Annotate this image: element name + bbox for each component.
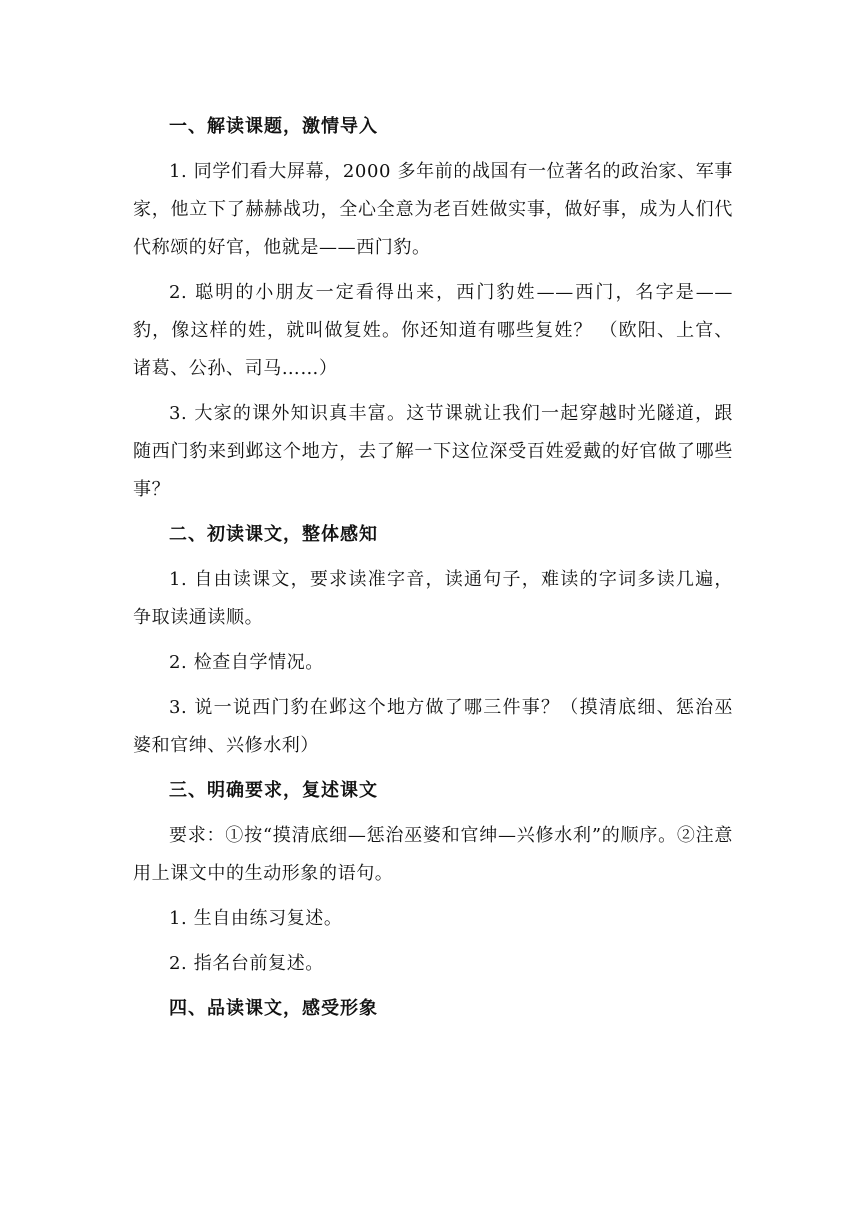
document-body xyxy=(133,108,733,1035)
section-heading-3: 三、明确要求，复述课文 xyxy=(169,780,378,801)
paragraph-3-2: 2. 指名台前复述。 xyxy=(169,953,324,974)
paragraph-1-2: 2. 聪明的小朋友一定看得出来，西门豹姓——西门，名字是——豹，像这样的姓，就叫做复姓。你还知道有哪些复姓？ （欧阳、上官、诸葛、公孙、司马……） xyxy=(133,282,733,379)
section-heading-2: 二、初读课文，整体感知 xyxy=(169,524,378,545)
paragraph-3-1: 1. 生自由练习复述。 xyxy=(169,908,343,929)
paragraph-2-3: 3. 说一说西门豹在邺这个地方做了哪三件事？（摸清底细、惩治巫婆和官绅、兴修水利） xyxy=(133,697,733,756)
paragraph-1-3: 3. 大家的课外知识真丰富。这节课就让我们一起穿越时光隧道，跟随西门豹来到邺这个地方，去了解一下这位深受百姓爱戴的好官做了哪些事？ xyxy=(133,403,733,500)
paragraph-2-2: 2. 检查自学情况。 xyxy=(169,652,324,673)
section-heading-1: 一、解读课题，激情导入 xyxy=(169,116,378,137)
paragraph-3-requirements: 要求：①按“摸清底细—惩治巫婆和官绅—兴修水利”的顺序。②注意用上课文中的生动形象的语句。 xyxy=(133,825,733,884)
paragraph-1-1: 1. 同学们看大屏幕，2000 多年前的战国有一位著名的政治家、军事家，他立下了赫赫战功，全心全意为老百姓做实事，做好事，成为人们代代称颂的好官，他就是——西门豹。 xyxy=(133,161,733,258)
section-heading-4: 四、品读课文，感受形象 xyxy=(169,998,378,1019)
paragraph-2-1: 1. 自由读课文，要求读准字音，读通句子，难读的字词多读几遍，争取读通读顺。 xyxy=(133,569,733,628)
